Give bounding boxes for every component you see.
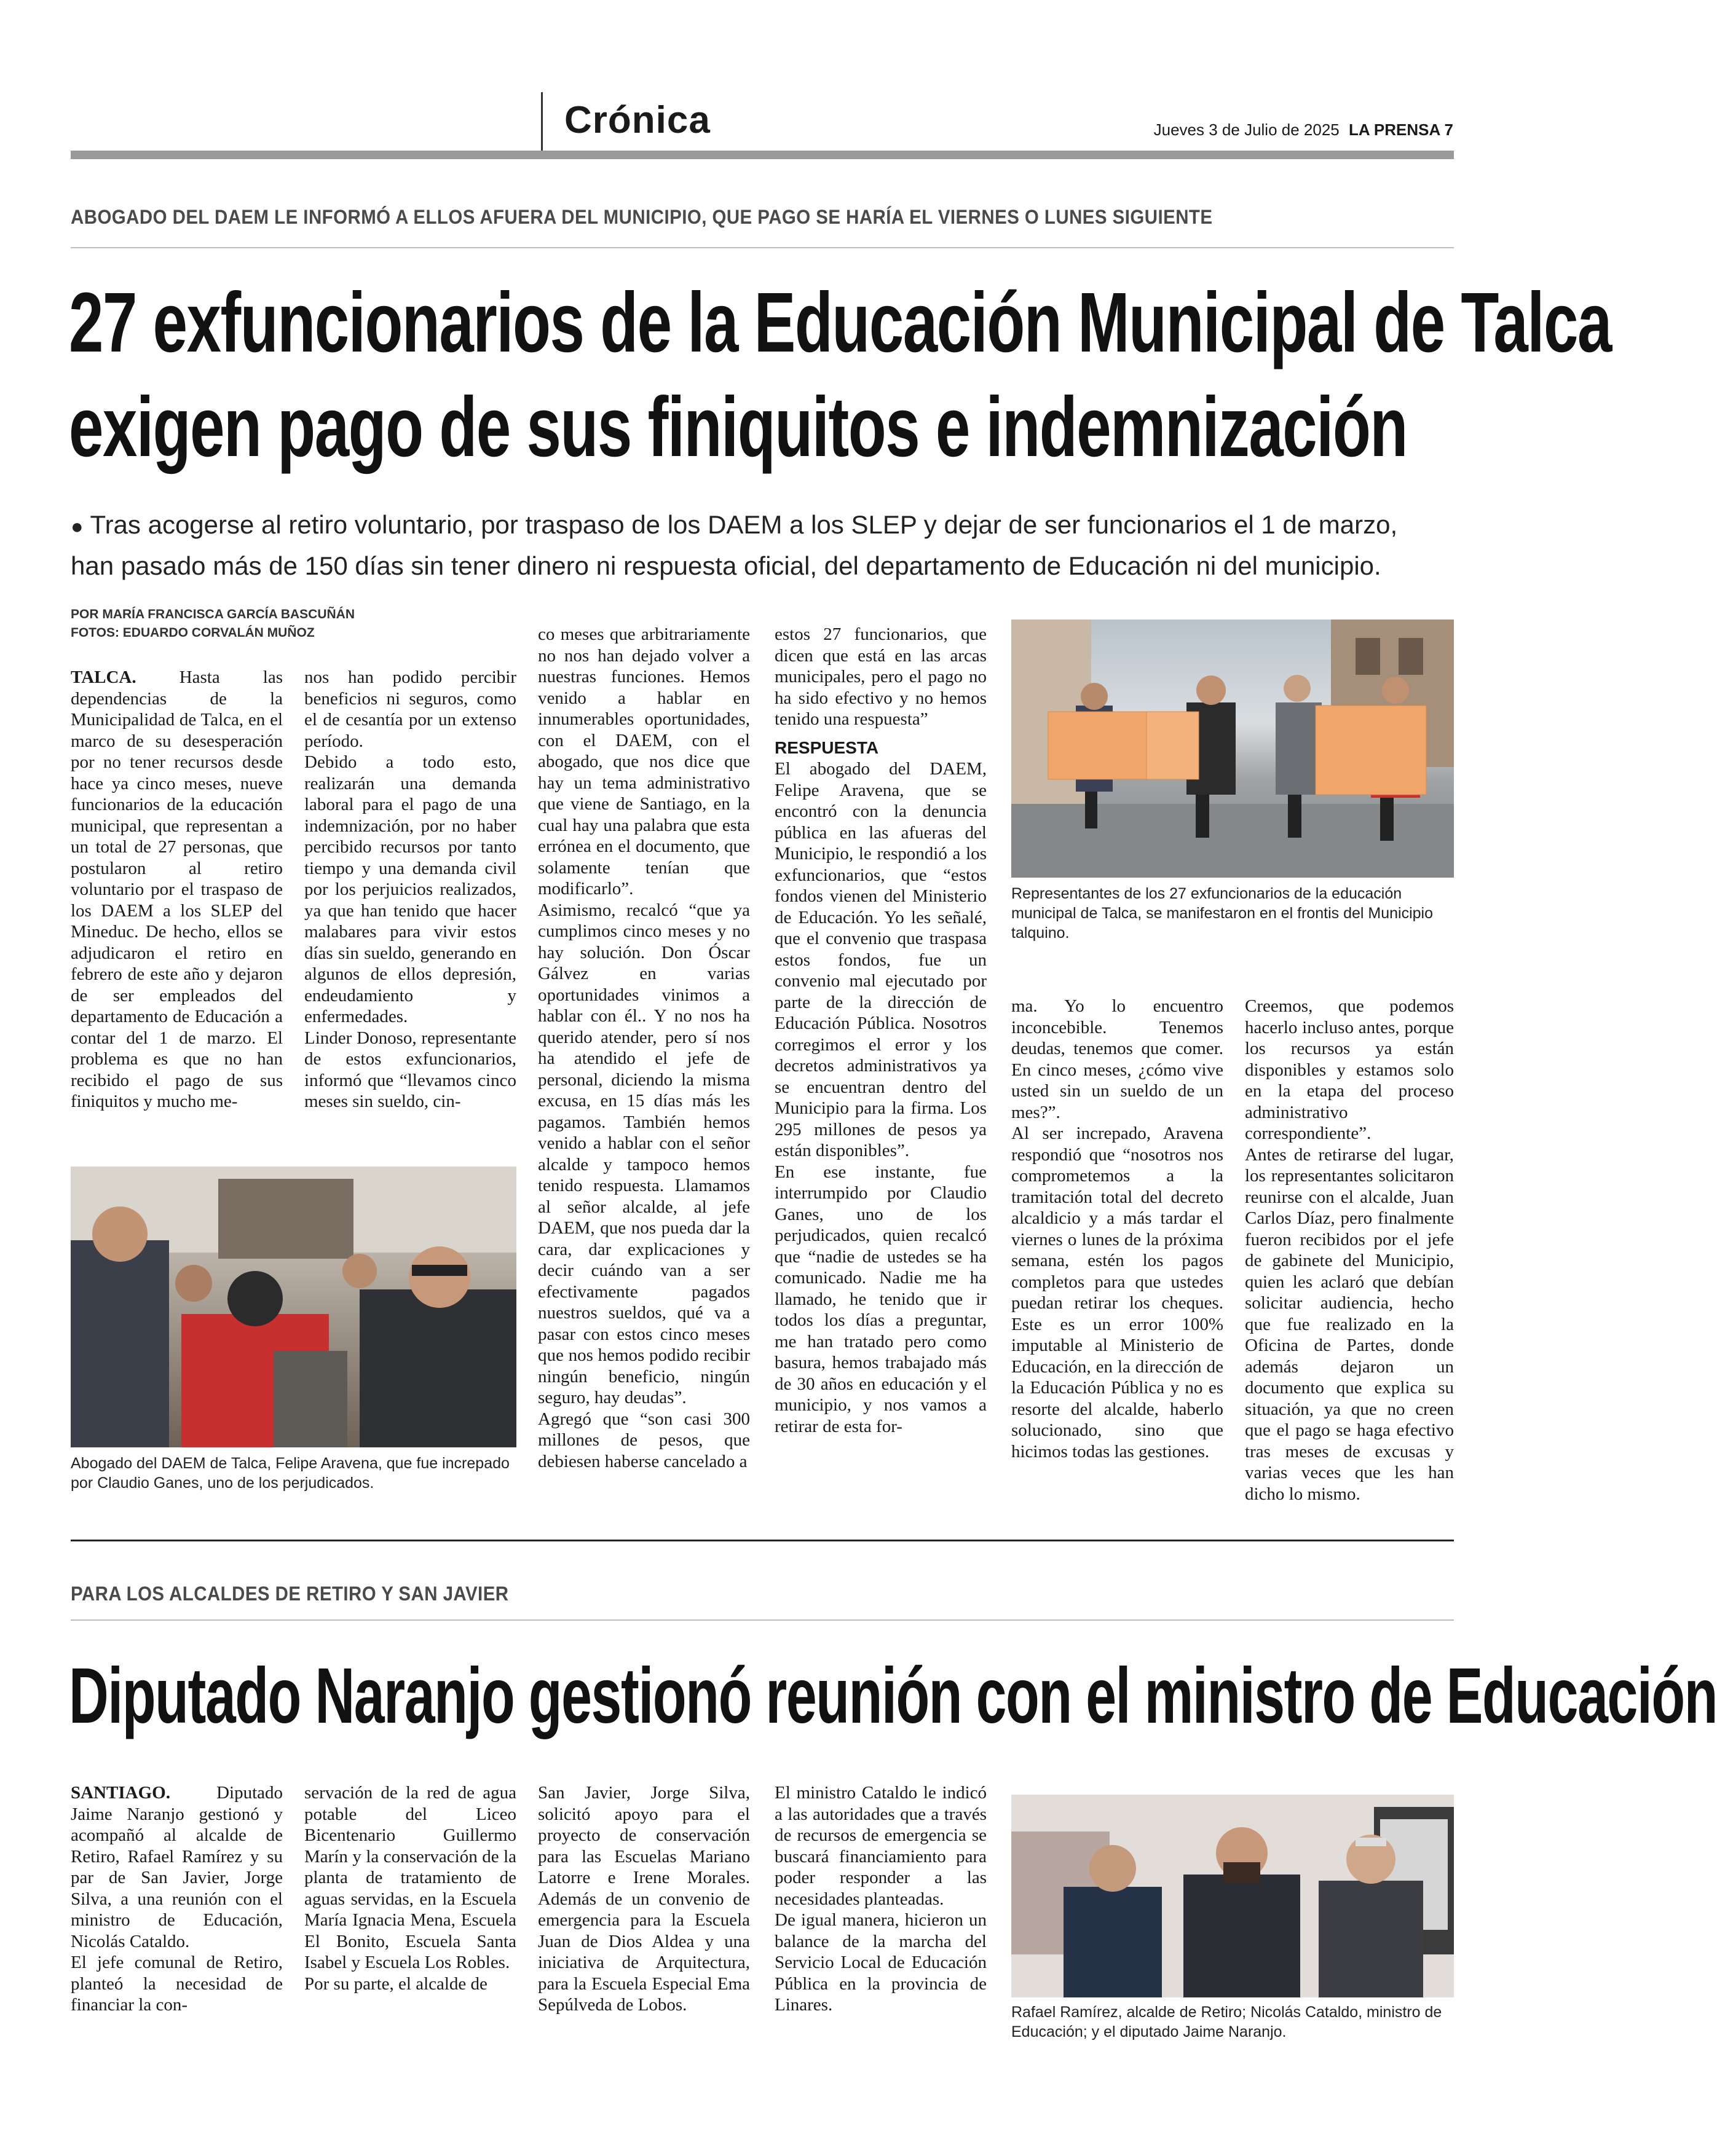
article2-column-3 <box>538 1782 750 2016</box>
col6-p1: Creemos, que podemos hacerlo incluso antes, porque los recursos ya están disponibles y estamos solo en la etapa del proceso administrativo correspondiente”. <box>1245 996 1454 1143</box>
article2-column-2 <box>304 1782 516 1994</box>
article1-column-3 <box>538 624 750 1472</box>
paper-name-page: LA PRENSA 7 <box>1349 120 1453 139</box>
col5-p2: Al ser increpado, Aravena respondió que “nosotros nos comprometemos a la tramitación total del decreto alcaldicio y a más tardar el viernes o lunes de la próxima semana, estén los pagos completos para que ustedes puedan retirar los cheques. Este es un error 100% imputable al Ministerio de Educación, en la dirección de la Educación Pública y no es resorte del alcalde, haberlo solucionado, sino que hicimos todas las gestiones. <box>1011 1123 1223 1462</box>
article1-column-2 <box>304 667 516 1112</box>
col3-p3: Agregó que “son casi 300 millones de pesos, que debiesen haberse cancelado a <box>538 1409 750 1471</box>
lead-line1: Tras acogerse al retiro voluntario, por traspaso de los DAEM a los SLEP y dejar de ser funcionarios el 1 de marzo, <box>90 510 1398 539</box>
a2-col1-p2: El jefe comunal de Retiro, planteó la necesidad de financiar la con- <box>71 1953 283 2015</box>
bullet-icon: ● <box>71 514 84 538</box>
header-rule <box>71 151 1454 159</box>
byline-author: POR MARÍA FRANCISCA GARCÍA BASCUÑÁN <box>71 607 355 621</box>
article1-headline-line2: exigen pago de sus finiquitos e indemnización <box>69 380 1407 474</box>
dateline-2: SANTIAGO. <box>71 1783 170 1803</box>
kicker-rule <box>71 247 1454 248</box>
header-divider <box>541 92 543 151</box>
col4-p3: En ese instante, fue interrumpido por Claudio Ganes, uno de los perjudicados, quien recalcó que “nadie de ustedes se ha comunicado. Nadie me ha llamado, he tenido que ir todos los días a preguntar, me han tratado pero como basura, hemos trabajado más de 30 años en educación y el municipio, y nos vamos a retirar de esta for- <box>775 1162 987 1436</box>
col2-p1: nos han podido percibir beneficios ni seguros, como el de cesantía por un extenso período. <box>304 667 516 751</box>
article2-column-1 <box>71 1782 283 2016</box>
article1-headline-line1: 27 exfuncionarios de la Educación Municipal de Talca <box>69 275 1611 370</box>
article1-column-5 <box>1011 996 1223 1462</box>
lead-line2: han pasado más de 150 días sin tener dinero ni respuesta oficial, del departamento de Educación ni del municipio. <box>71 551 1381 580</box>
article1-kicker: ABOGADO DEL DAEM LE INFORMÓ A ELLOS AFUERA DEL MUNICIPIO, QUE PAGO SE HARÍA EL VIERNES O LUNES SIGUIENTE <box>71 206 1213 228</box>
article1-column-1 <box>71 667 283 1112</box>
col2-p2: Debido a todo esto, realizarán una demanda laboral para el pago de una indemnización, por no haber percibido recursos por tanto tiempo y una demanda civil por los perjuicios realizados, ya que han tenido que hacer malabares para vivir estos días sin sueldo, generando en algunos de ellos depresión, endeudamiento y enfermedades. <box>304 752 516 1026</box>
dateline: TALCA. <box>71 667 136 687</box>
col6-p2: Antes de retirarse del lugar, los representantes solicitaron reunirse con el alcalde, Juan Carlos Díaz, pero finalmente fueron recibidos por el jefe de gabinete del Municipio, quien les aclaró que debían solicitar audiencia, hecho que fue realizado en la Oficina de Partes, donde además dejaron un documento que explica su situación, ya que no creen que el pago se haga efectivo tras meses de excusas y varias veces que les han dicho lo mismo. <box>1245 1144 1454 1504</box>
a2-col4-p1: El ministro Cataldo le indicó a las autoridades que a través de recursos de emergencia se buscará financiamiento para poder responder a las necesidades planteadas. <box>775 1783 987 1909</box>
lawyer-photo-illustration <box>71 1167 516 1447</box>
a2-col4-p2: De igual manera, hicieron un balance de la marcha del Servicio Local de Educación Pública en la provincia de Linares. <box>775 1910 987 2015</box>
col3-p1: co meses que arbitrariamente no nos han dejado volver a nuestras funciones. Hemos venido a hablar en innumerables oportunidades, con el DAEM, con el abogado, que nos dice que hay un tema administrativo que viene de Santiago, en la cual hay una palabra que esta errónea en el documento, que solamente tenían que modificarlo”. <box>538 624 750 899</box>
a2-col2-p1: servación de la red de agua potable del Liceo Bicentenario Guillermo Marín y la conservación de la planta de tratamiento de aguas servidas, en la Escuela María Ignacia Mena, Escuela El Bonito, Escuela Santa Isabel y Escuela Los Robles. <box>304 1783 516 1972</box>
col2-p3: Linder Donoso, representante de estos exfuncionarios, informó que “llevamos cinco meses sin sueldo, cin- <box>304 1028 516 1111</box>
col5-p1: ma. Yo lo encuentro inconcebible. Tenemos deudas, tenemos que comer. En cinco meses, ¿cómo vive usted sin un sueldo de un mes?”. <box>1011 996 1223 1122</box>
protest-photo-illustration <box>1011 620 1454 878</box>
article1-column-4 <box>775 624 987 1437</box>
kicker-rule-2 <box>71 1619 1454 1621</box>
meeting-photo-illustration <box>1011 1795 1454 1997</box>
article2-headline: Diputado Naranjo gestionó reunión con el ministro de Educación <box>69 1652 1717 1740</box>
protest-photo-caption: Representantes de los 27 exfuncionarios de la educación municipal de Talca, se manifestaron en el frontis del Municipio talquino. <box>1011 885 1434 942</box>
byline <box>71 605 355 642</box>
col4-p2: El abogado del DAEM, Felipe Aravena, que se encontró con la denuncia pública en las afueras del Municipio, le respondió a los exfuncionarios, que “estos fondos vienen del Ministerio de Educación. Yo les señalé, que el convenio que traspasa estos fondos, fue un convenio mal ejecutado por parte de la dirección de Educación Pública. Nosotros corregimos el error y los decretos administrativos ya se encuentran dentro del Municipio para la firma. Los 295 millones de pesos ya están disponibles”. <box>775 759 987 1160</box>
article1-lead <box>71 505 1454 586</box>
meeting-photo <box>1011 1795 1454 1997</box>
subhead-respuesta: RESPUESTA <box>775 738 879 757</box>
meeting-photo-caption: Rafael Ramírez, alcalde de Retiro; Nicolás Cataldo, ministro de Educación; y el diputado Jaime Naranjo. <box>1011 2004 1442 2040</box>
col1-text: Hasta las dependencias de la Municipalidad de Talca, en el marco de su desesperación por no tener recursos desde hace ya cinco meses, nueve funcionarios de la educación municipal, que representan a un total de 27 personas, que postularon al retiro voluntario por el traspaso de los DAEM a los SLEP del Mineduc. De hecho, ellos se adjudicaron el retiro en febrero de este año y dejaron de ser empleados del departamento de Educación a contar del 1 de marzo. El problema es que no han recibido el pago de sus finiquitos y mucho me- <box>71 667 283 1111</box>
article-divider <box>71 1540 1454 1541</box>
article2-column-4 <box>775 1782 987 2016</box>
header-date-line <box>1154 120 1453 140</box>
article1-column-6 <box>1245 996 1454 1505</box>
lawyer-photo-caption: Abogado del DAEM de Talca, Felipe Aravena, que fue increpado por Claudio Ganes, uno de los perjudicados. <box>71 1455 510 1492</box>
col4-p1: estos 27 funcionarios, que dicen que está en las arcas municipales, pero el pago no ha sido efectivo y no hemos tenido una respuesta” <box>775 624 987 729</box>
a2-col2-p2: Por su parte, el alcalde de <box>304 1973 487 1994</box>
byline-photos: FOTOS: EDUARDO CORVALÁN MUÑOZ <box>71 626 315 640</box>
a2-col3-p1: San Javier, Jorge Silva, solicitó apoyo para el proyecto de conservación para las Escuelas Mariano Latorre e Irene Morales. Además de un convenio de emergencia para la Escuela Juan de Dios Aldea y una iniciativa de Arquitectura, para la Escuela Especial Ema Sepúlveda de Lobos. <box>538 1783 750 2015</box>
a2-col1-text: Diputado Jaime Naranjo gestionó y acompañó al alcalde de Retiro, Rafael Ramírez y su par de San Javier, Jorge Silva, a una reunión con el ministro de Educación, Nicolás Cataldo. <box>71 1783 283 1951</box>
section-title: Crónica <box>564 99 711 141</box>
protest-photo <box>1011 620 1454 878</box>
col3-p2: Asimismo, recalcó “que ya cumplimos cinco meses y no hay solución. Don Óscar Gálvez en varias oportunidades vinimos a hablar con él.. Y no nos ha querido atender, pero sí nos ha atendido el jefe de personal, diciendo la misma excusa, en 15 días más les pagamos. También hemos venido a hablar con el señor alcalde y tampoco hemos tenido respuesta. Llamamos al señor alcalde, al jefe DAEM, que nos pueda dar la cara, dar explicaciones y decir cuándo van a ser efectivamente pagados nuestros sueldos, qué va a pasar con estos cinco meses que nos hemos podido recibir ningún beneficio, ningún seguro, hay deudas”. <box>538 900 750 1407</box>
article2-kicker: PARA LOS ALCALDES DE RETIRO Y SAN JAVIER <box>71 1583 509 1605</box>
issue-date: Jueves 3 de Julio de 2025 <box>1153 120 1340 139</box>
lawyer-photo <box>71 1167 516 1447</box>
